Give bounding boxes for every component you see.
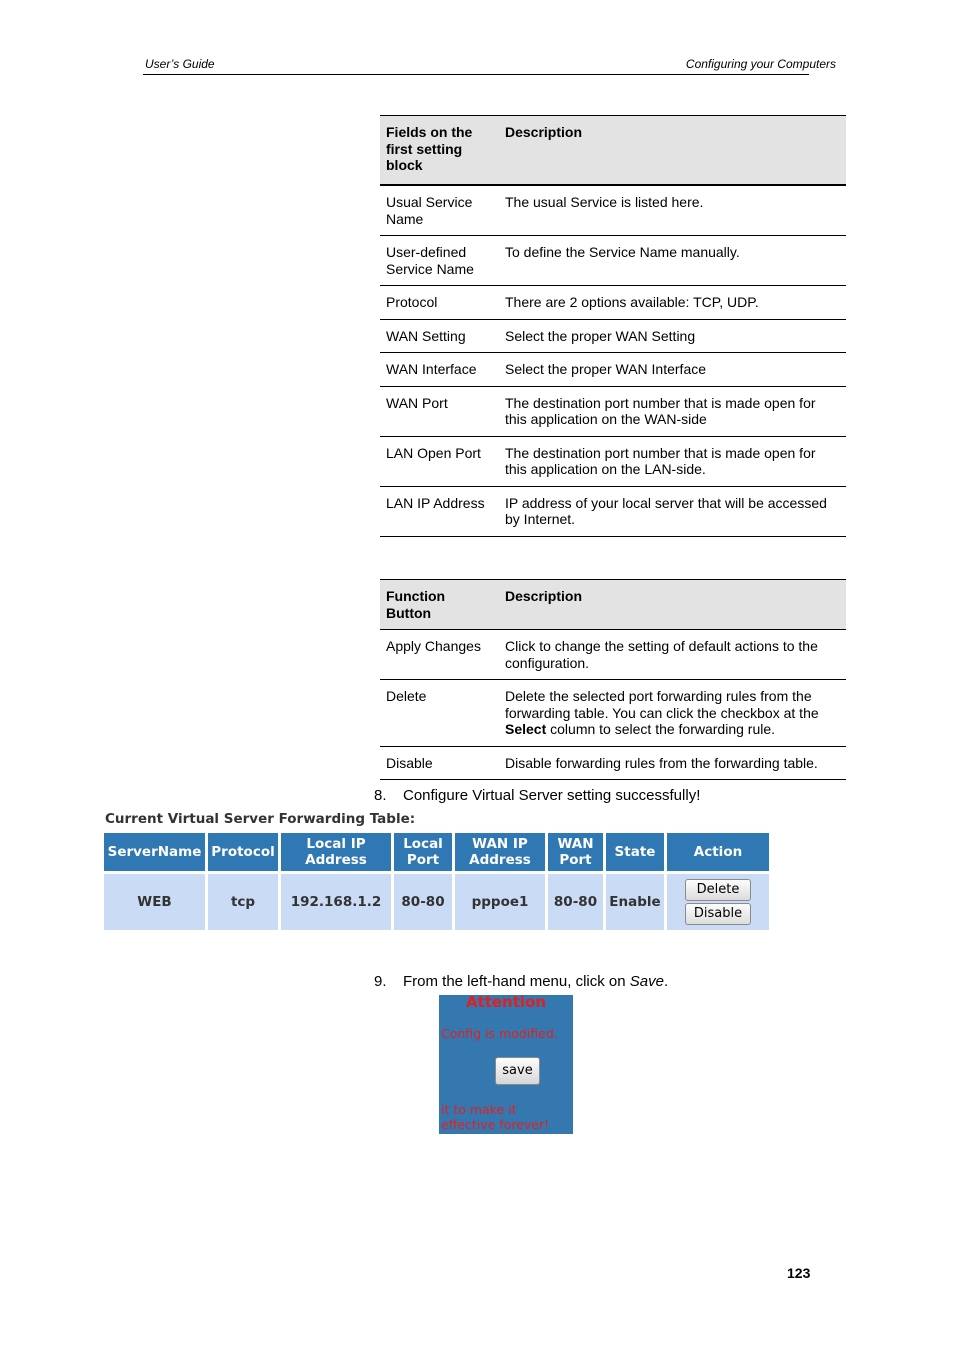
- header-rule: [143, 74, 809, 75]
- virtual-server-table-title: Current Virtual Server Forwarding Table:: [105, 811, 416, 827]
- config-modified-message: Config is modified.: [441, 1026, 558, 1041]
- field-description: IP address of your local server that will be accessed by Internet.: [499, 486, 846, 536]
- delete-button[interactable]: Delete: [685, 879, 751, 901]
- field-name: WAN Interface: [380, 353, 499, 387]
- step-9: [374, 973, 668, 990]
- table-row: [380, 630, 846, 680]
- step-text: From the left-hand menu, click on: [403, 973, 630, 990]
- column-header: Description: [499, 580, 846, 630]
- table-row: [380, 236, 846, 286]
- description-text: column to select the forwarding rule.: [546, 721, 776, 737]
- field-description: The destination port number that is made open for this application on the LAN-side.: [499, 436, 846, 486]
- function-name: Delete: [380, 680, 499, 747]
- step-number: 9.: [374, 973, 387, 990]
- column-header: State: [606, 833, 664, 871]
- table-header-row: [380, 580, 846, 630]
- function-name: Apply Changes: [380, 630, 499, 680]
- table-row: [380, 319, 846, 353]
- action-cell: [667, 874, 769, 930]
- field-description: Select the proper WAN Interface: [499, 353, 846, 387]
- table-row: [104, 874, 769, 930]
- attention-footer: it to make it effective forever!: [441, 1102, 550, 1132]
- page-number: 123: [787, 1265, 811, 1281]
- attention-panel: [439, 995, 573, 1134]
- column-header: WAN IP Address: [455, 833, 545, 871]
- field-description: Select the proper WAN Setting: [499, 319, 846, 353]
- function-description: Disable forwarding rules from the forwarding table.: [499, 746, 846, 780]
- field-description: The usual Service is listed here.: [499, 185, 846, 236]
- function-name: Disable: [380, 746, 499, 780]
- column-header: Protocol: [208, 833, 278, 871]
- column-header: ServerName: [104, 833, 205, 871]
- table-header-row: [380, 116, 846, 186]
- function-button-table: [380, 579, 846, 780]
- table-row: [380, 746, 846, 780]
- step-text-end: .: [663, 973, 669, 990]
- save-button[interactable]: save: [495, 1057, 540, 1085]
- disable-button[interactable]: Disable: [685, 903, 751, 925]
- step-8: [374, 787, 700, 804]
- field-name: WAN Setting: [380, 319, 499, 353]
- column-header: Fields on the first setting block: [380, 116, 499, 186]
- table-row: [380, 680, 846, 747]
- table-row: [380, 386, 846, 436]
- table-row: [380, 486, 846, 536]
- fields-table: [380, 115, 846, 537]
- server-name-cell: WEB: [104, 874, 205, 930]
- column-header: Action: [667, 833, 769, 871]
- table-row: [380, 436, 846, 486]
- column-header: Function Button: [380, 580, 499, 630]
- local-port-cell: 80-80: [394, 874, 452, 930]
- table-row: [380, 353, 846, 387]
- save-term: Save: [629, 973, 664, 990]
- protocol-cell: tcp: [208, 874, 278, 930]
- running-header-left: User’s Guide: [145, 57, 215, 71]
- function-description: Click to change the setting of default actions to the configuration.: [499, 630, 846, 680]
- field-name: WAN Port: [380, 386, 499, 436]
- running-header-right: Configuring your Computers: [685, 57, 836, 71]
- field-name: User-defined Service Name: [380, 236, 499, 286]
- column-header: Local Port: [394, 833, 452, 871]
- field-description: There are 2 options available: TCP, UDP.: [499, 286, 846, 320]
- step-number: 8.: [374, 787, 387, 804]
- table-row: [380, 286, 846, 320]
- column-header: WAN Port: [548, 833, 603, 871]
- field-name: Protocol: [380, 286, 499, 320]
- wan-port-cell: 80-80: [548, 874, 603, 930]
- wan-ip-cell: pppoe1: [455, 874, 545, 930]
- field-description: To define the Service Name manually.: [499, 236, 846, 286]
- virtual-server-table: [101, 830, 772, 933]
- step-text: Configure Virtual Server setting successfully!: [403, 787, 701, 804]
- column-header: Local IP Address: [281, 833, 391, 871]
- table-header-row: [104, 833, 769, 871]
- select-column-term: Select: [505, 721, 547, 737]
- attention-title: Attention: [465, 995, 547, 1011]
- field-description: The destination port number that is made open for this application on the WAN-side: [499, 386, 846, 436]
- function-description: [499, 680, 846, 747]
- state-cell: Enable: [606, 874, 664, 930]
- column-header: Description: [499, 116, 846, 186]
- field-name: LAN IP Address: [380, 486, 499, 536]
- table-row: [380, 185, 846, 236]
- local-ip-cell: 192.168.1.2: [281, 874, 391, 930]
- field-name: LAN Open Port: [380, 436, 499, 486]
- field-name: Usual Service Name: [380, 185, 499, 236]
- description-text: Delete the selected port forwarding rules from the forwarding table. You can click the checkbox at the: [505, 688, 819, 721]
